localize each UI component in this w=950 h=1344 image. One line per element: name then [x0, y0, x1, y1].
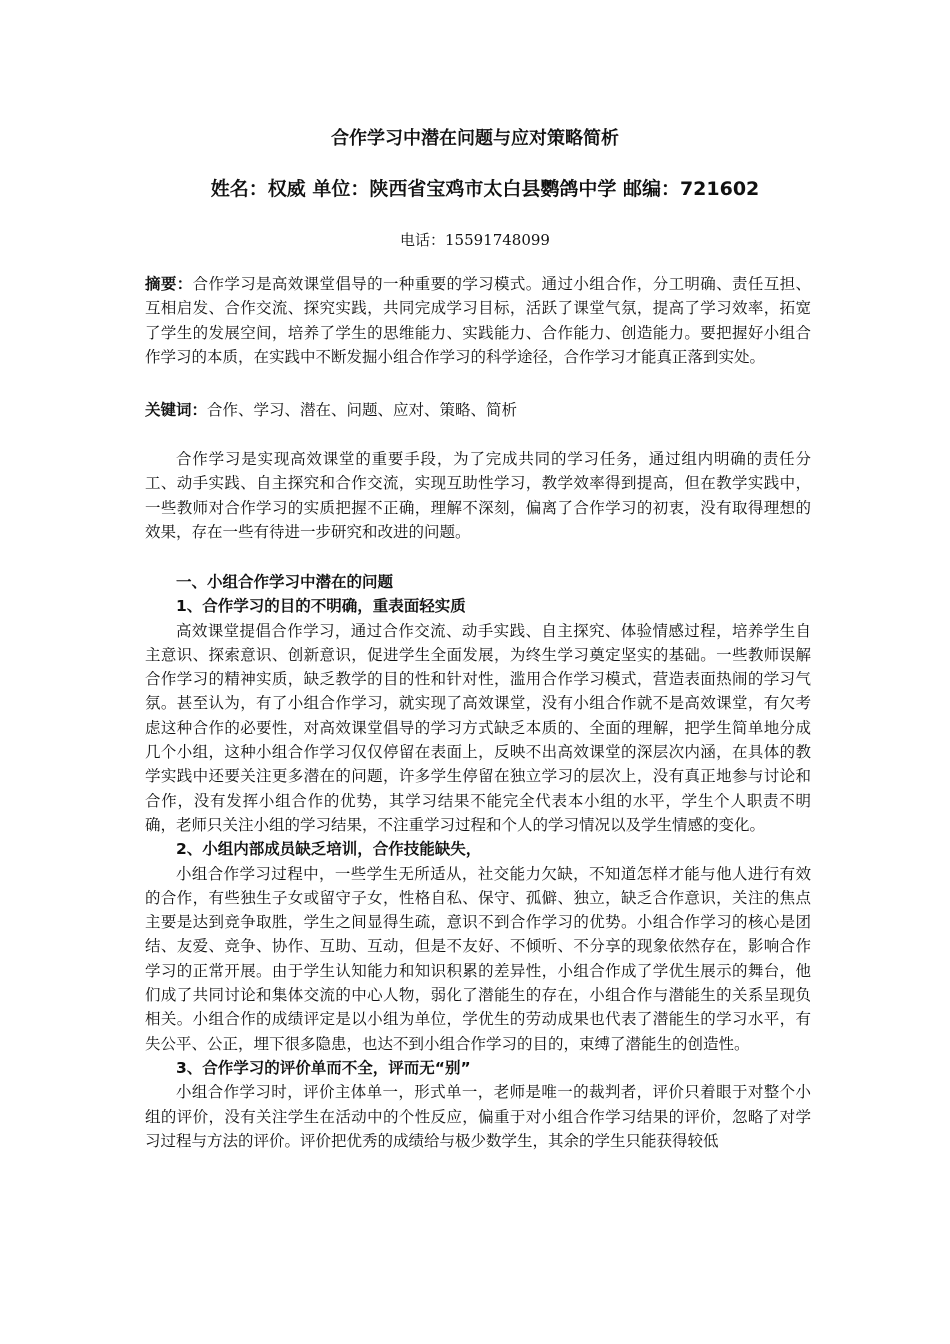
- page-title: 合作学习中潜在问题与应对策略简析: [331, 128, 619, 149]
- subsection-2-heading: 2、小组内部成员缺乏培训，合作技能缺失，: [176, 840, 482, 859]
- abstract-paragraph: [145, 272, 811, 369]
- keywords-text: 合作、学习、潜在、问题、应对、策略、简析: [207, 401, 518, 419]
- author-line: 姓名：权威 单位：陕西省宝鸡市太白县鹦鸽中学 邮编：721602: [210, 178, 760, 200]
- subsection-1-heading: 1、合作学习的目的不明确，重表面轻实质: [176, 597, 466, 616]
- keywords-paragraph: [145, 398, 811, 422]
- subsection-2-text: 小组合作学习过程中，一些学生无所适从，社交能力欠缺，不知道怎样才能与他人进行有效的合作，有些独生子女或留守子女，性格自私、保守、孤僻、独立，缺乏合作意识，关注的焦点主要是达到竞争取胜，学生之间显得生疏，意识不到合作学习的优势。小组合作学习的核心是团结、友爱、竞争、协作、互助、互动，但是不友好、不倾听、不分享的现象依然存在，影响合作学习的正常开展。由于学生认知能力和知识积累的差异性，小组合作成了学优生展示的舞台，他们成了共同讨论和集体交流的中心人物，弱化了潜能生的存在，小组合作与潜能生的关系呈现负相关。小组合作的成绩评定是以小组为单位，学优生的劳动成果也代表了潜能生的学习水平，有失公平、公正，埋下很多隐患，也达不到小组合作学习的目的，束缚了潜能生的创造性。: [145, 864, 811, 1053]
- intro-section: [145, 447, 811, 544]
- subsection-3-text: 小组合作学习时，评价主体单一，形式单一，老师是唯一的裁判者，评价只着眼于对整个小组的评价，没有关注学生在活动中的个性反应，偏重于对小组合作学习结果的评价，忽略了对学习过程与方法的评价。评价把优秀的成绩给与极少数学生，其余的学生只能获得较低: [145, 1083, 811, 1150]
- abstract-text: 合作学习是高效课堂倡导的一种重要的学习模式。通过小组合作，分工明确、责任互担、互相启发、合作交流、探究实践，共同完成学习目标，活跃了课堂气氛，提高了学习效率，拓宽了学生的发展空间，培养了学生的思维能力、实践能力、合作能力、创造能力。要把握好小组合作学习的本质，在实践中不断发掘小组合作学习的科学途径，合作学习才能真正落到实处。: [145, 275, 811, 366]
- subsection-1-text: 高效课堂提倡合作学习，通过合作交流、动手实践、自主探究、体验情感过程，培养学生自主意识、探索意识、创新意识，促进学生全面发展，为终生学习奠定坚实的基础。一些教师误解合作学习的精神实质，缺乏教学的目的性和针对性，滥用合作学习模式，营造表面热闹的学习气氛。甚至认为，有了小组合作学习，就实现了高效课堂，没有小组合作就不是高效课堂，有欠考虑这种合作的必要性，对高效课堂倡导的学习方式缺乏本质的、全面的理解，把学生简单地分成几个小组，这种小组合作学习仅仅停留在表面上，反映不出高效课堂的深层次内涵，在具体的教学实践中还要关注更多潜在的问题，许多学生停留在独立学习的层次上，没有真正地参与讨论和合作，没有发挥小组合作的优势，其学习结果不能完全代表本小组的水平，学生个人职责不明确，老师只关注小组的学习结果，不注重学习过程和个人的学习情况以及学生情感的变化。: [145, 621, 811, 834]
- phone-line: 电话：15591748099: [400, 231, 550, 249]
- section-1-heading: 一、小组合作学习中潜在的问题: [176, 573, 394, 591]
- abstract-label: 摘要：: [145, 275, 193, 293]
- intro-paragraph: 合作学习是实现高效课堂的重要手段，为了完成共同的学习任务，通过组内明确的责任分工、动手实践、自主探究和合作交流，实现互助性学习，教学效率得到提高，但在教学实践中，一些教师对合作学习的实质把握不正确，理解不深刻，偏离了合作学习的初衷，没有取得理想的效果，存在一些有待进一步研究和改进的问题。: [145, 450, 811, 541]
- section-1: [145, 570, 811, 1153]
- subsection-3-heading: 3、合作学习的评价单而不全，评而无“别”: [176, 1058, 471, 1077]
- keywords-label: 关键词：: [145, 401, 208, 419]
